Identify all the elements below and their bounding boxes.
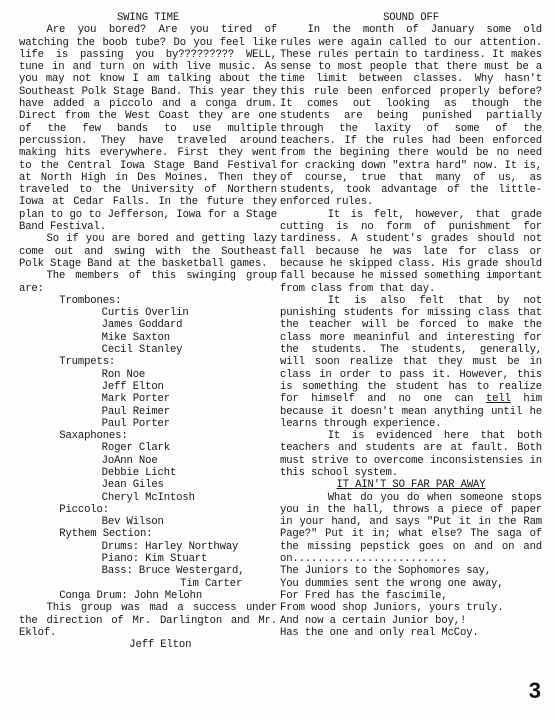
pepstick-poem	[280, 565, 542, 639]
author-signature: Jeff Elton	[129, 639, 192, 652]
page-number: 3	[528, 678, 541, 703]
roster-member: Curtis Overlin	[101, 307, 189, 320]
roster-member: Jeff Elton	[101, 380, 164, 393]
swing-time-paragraph-3: The members of this swinging group are:	[19, 270, 277, 295]
roster-member: Mark Porter	[101, 393, 170, 406]
underlined-word: tell	[485, 393, 511, 406]
sound-off-paragraph-1: In the month of January some old rules were again called to our attention. These rules pertain to tardiness. It makes sense to most people that there must be a time limit between classes. Why hasn't this rule been enforced properly before? It comes out looking as though the students are being punished partially through the laxity of some of the teachers. If the rules had been enforced from the begining there would be no need for cracking down "extra hard" now. It is, of course, true that many of us, as students, took advantage of the little- enforced rules.	[280, 24, 542, 209]
sound-off-paragraph-3-head: It is also felt that by not punishing students for missing class that the teacher will be forced to make the class more meaninful and interesting for the students. The students, generally, will soon realize that they must be in class in order to pass it. However, this is something the student has to realize for himself and no one can	[280, 294, 542, 406]
roster-member: Mike Saxton	[101, 331, 170, 344]
swing-time-paragraph-1: Are you bored? Are you tired of watching the boob tube? Do you feel like life is passing you by????????? WELL, tune in and turn on with live music. As you may not know I am talking about the Southeast Polk Stage Band. This year they have added a piccolo and a conga drum. Direct from the West Coast they are one of the few bands to use multiple percussion. They have traveled around making hits everywhere. First they went to the Central Iowa Stage Band Festival at North High in Des Moines. Then they traveled to the University of Northern Iowa at Cedar Falls. In the future they plan to go to Jefferson, Iowa for a Stage Band Festival.	[19, 24, 277, 234]
swing-time-closing: This group was mad a success under the direction of Mr. Darlington and Mr. Eklof.	[19, 602, 277, 639]
roster-member: Bass: Bruce Westergard,	[101, 565, 245, 578]
far-away-heading: IT AIN'T SO FAR PAR AWAY	[336, 479, 486, 492]
swing-time-heading: SWING TIME	[116, 12, 180, 24]
sound-off-paragraph-4: It is evidenced here that both teachers and students are at fault. Both must strive to overcome inconsistensies in this school system.	[280, 430, 542, 479]
swing-time-column	[19, 12, 277, 651]
roster-member: James Goddard	[101, 319, 183, 332]
roster-member: Cecil Stanley	[101, 344, 183, 357]
roster-member: Piano: Kim Stuart	[101, 553, 208, 566]
roster-member: Roger Clark	[101, 442, 170, 455]
poem-line: For Fred has the fascimile,	[280, 589, 448, 602]
roster-section-label: Saxaphones:	[59, 430, 128, 443]
poem-line: From wood shop Juniors, yours truly.	[280, 602, 504, 615]
roster-member: Drums: Harley Northway	[101, 540, 239, 553]
roster-member: Bev Wilson	[101, 516, 164, 529]
poem-line: You dummies sent the wrong one away,	[280, 577, 504, 590]
poem-line: And now a certain Junior boy,!	[280, 614, 467, 627]
roster-member: Ron Noe	[101, 368, 146, 381]
swing-time-paragraph-2: So if you are bored and getting lazy come out and swing with the Southeast Polk Stage Band at the basketball games.	[19, 233, 277, 270]
roster-section-label: Trumpets:	[59, 356, 116, 369]
roster-member: Paul Porter	[101, 417, 170, 430]
roster-member: Jean Giles	[101, 479, 164, 492]
sound-off-paragraph-2: It is felt, however, that grade cutting is no form of punishment for tardiness. A student's grades should not fall because he was late for class or because he skipped class. His grade should fall because he missed something important from class from that day.	[280, 208, 542, 295]
roster-member: Cheryl McIntosh	[101, 491, 195, 504]
roster-section-label: Piccolo:	[59, 503, 109, 516]
sound-off-paragraph-3	[280, 295, 542, 430]
sound-off-column	[280, 12, 542, 639]
poem-line: The Juniors to the Sophomores say,	[280, 565, 492, 578]
band-roster	[19, 295, 277, 602]
poem-line: Has the one and only real McCoy.	[280, 626, 479, 639]
roster-member: JoAnn Noe	[101, 454, 158, 467]
sound-off-heading: SOUND OFF	[383, 12, 439, 24]
roster-section-label: Trombones:	[59, 294, 122, 307]
roster-member: Debbie Licht	[101, 466, 177, 479]
roster-section-label: Rythem Section:	[59, 528, 153, 541]
roster-section-label: Conga Drum: John Melohn	[59, 589, 203, 602]
far-away-paragraph: What do you do when someone stops you in the hall, throws a piece of paper in your hand, and says "Put it in the Ram Page?" Put it in; what else? The saga of the missing pepstick goes on and on and on.........................	[280, 491, 542, 566]
roster-member: Tim Carter	[180, 577, 243, 590]
sound-off-paragraph-3-tail: him because it doesn't mean anything until he learns through experience.	[280, 393, 542, 430]
roster-member: Paul Reimer	[101, 405, 170, 418]
